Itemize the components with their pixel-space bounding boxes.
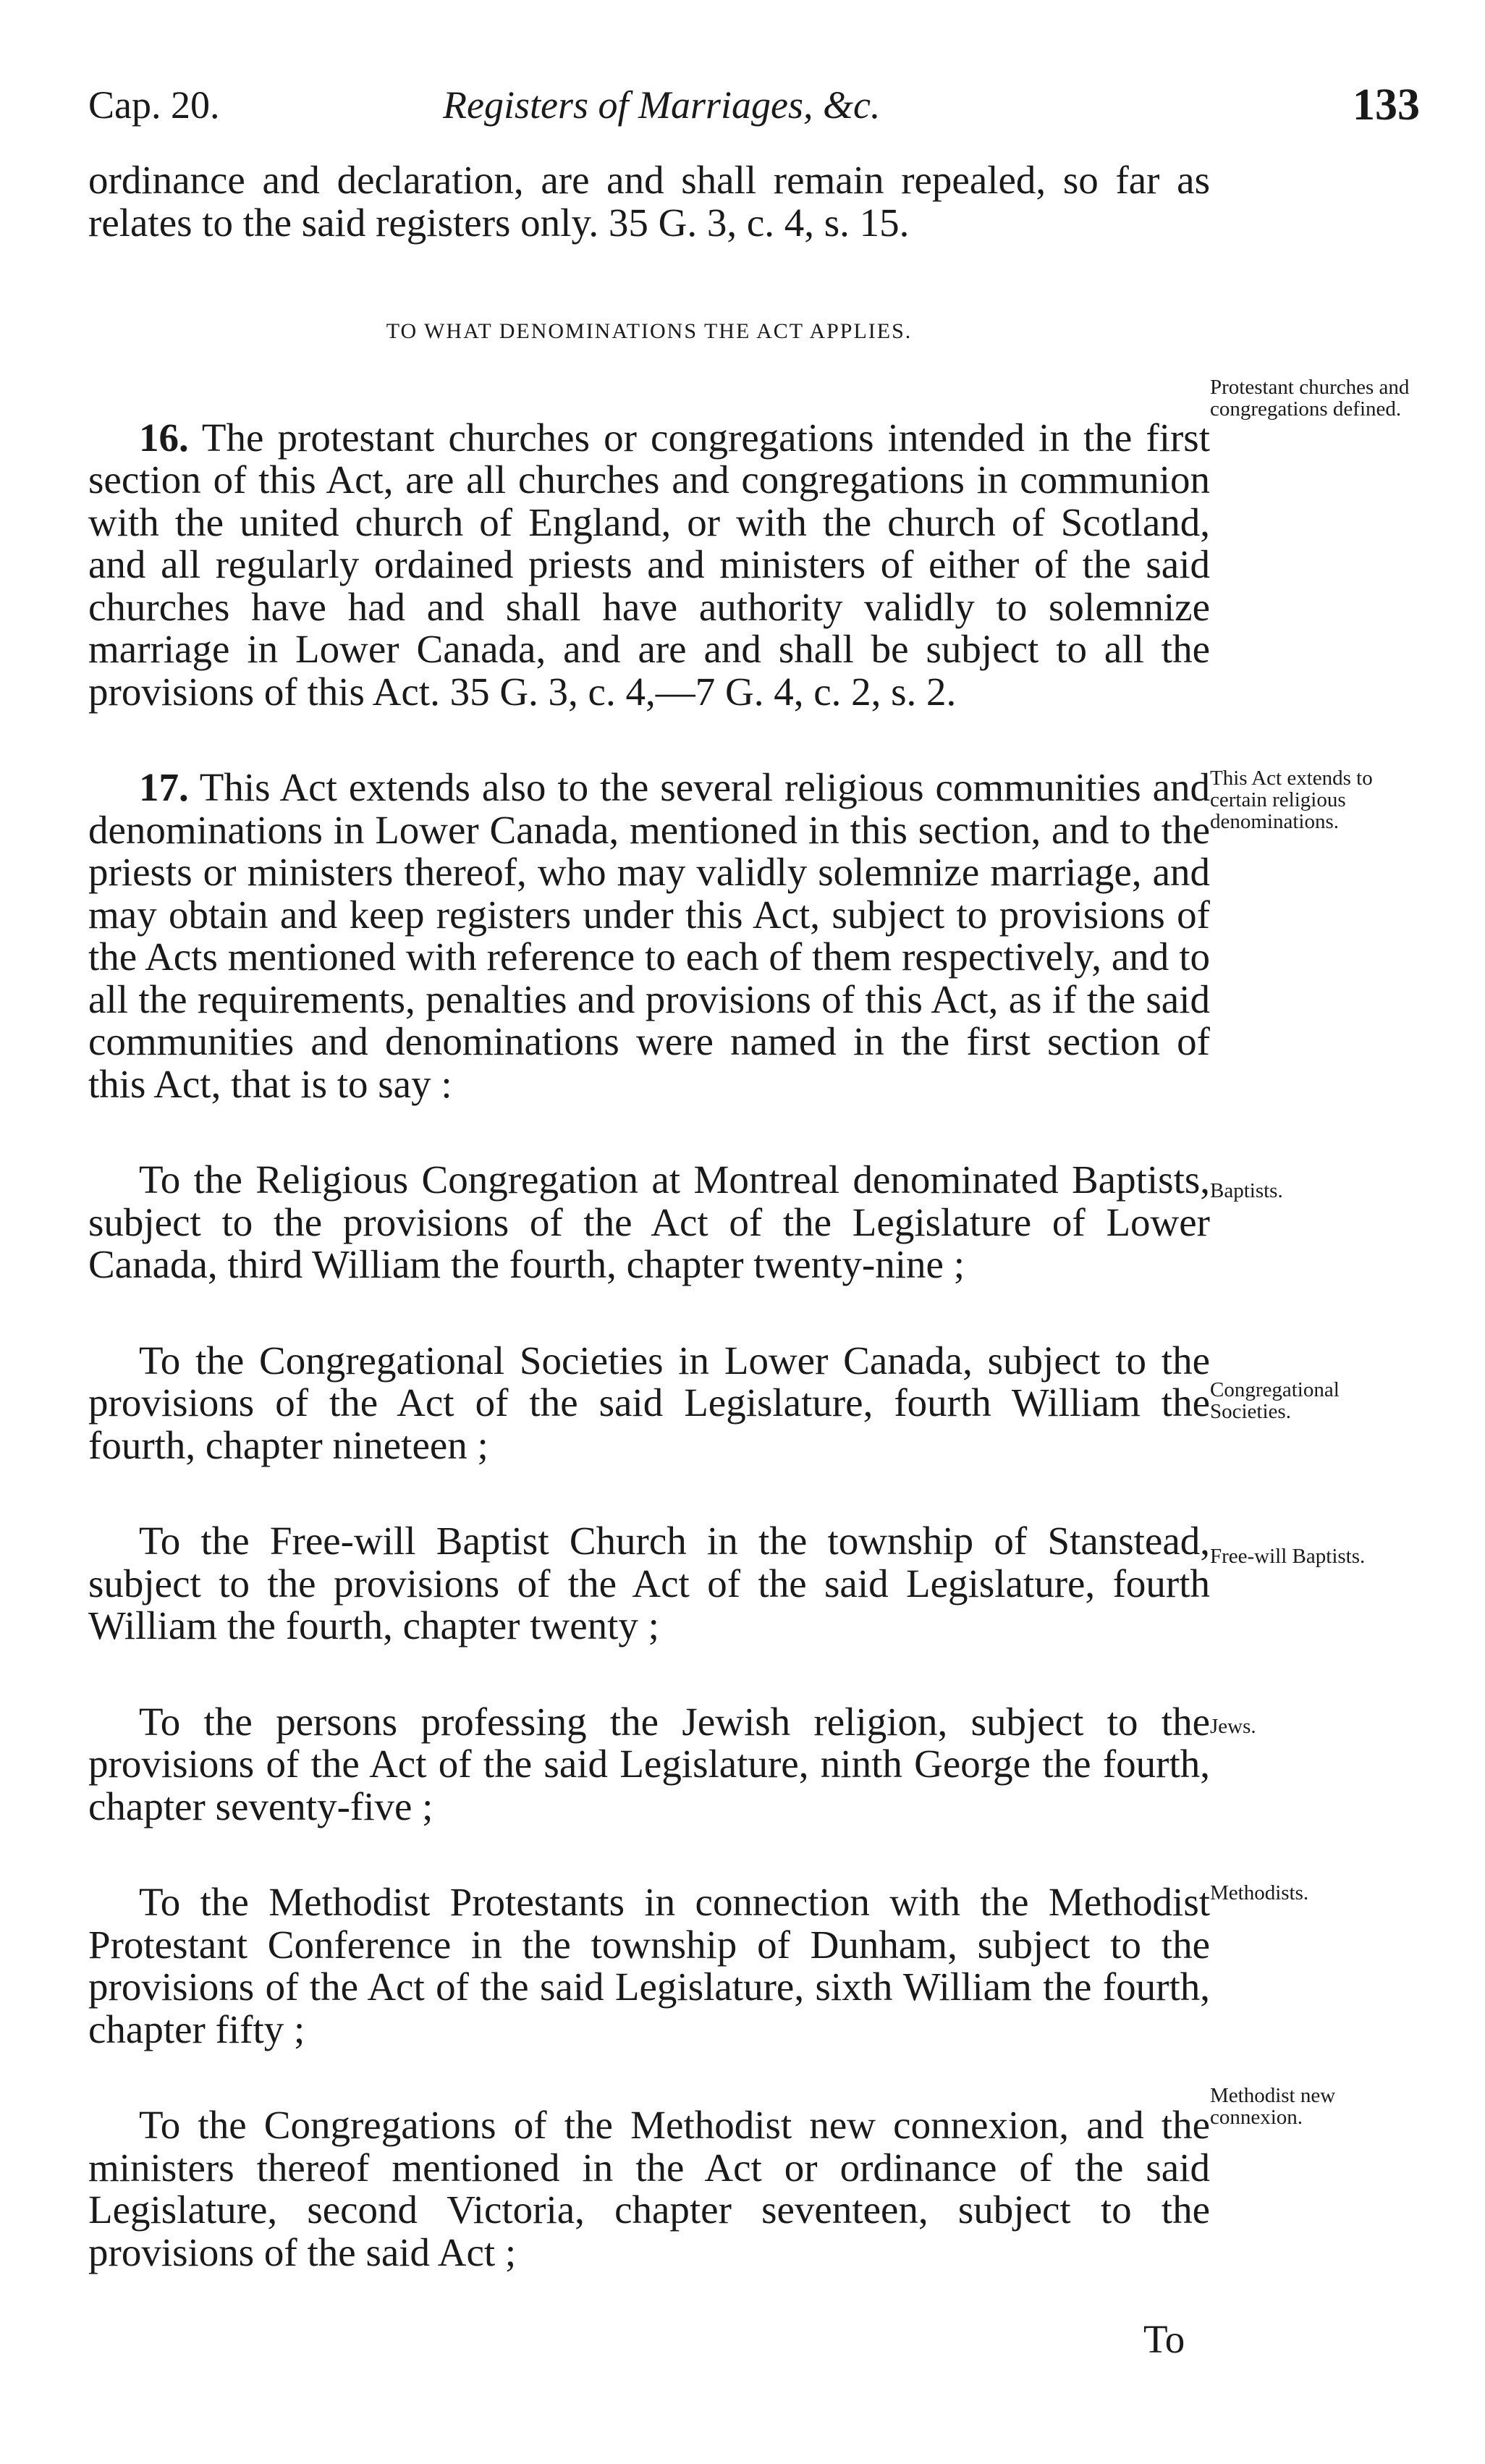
clause-free-will-baptists: To the Free-will Baptist Church in the township of Stanstead, subject to the provisions of the Act of the said Legislature, fourth William the fourth, chapter twenty ; <box>88 1519 1210 1647</box>
section-17-paragraph <box>88 767 1210 1105</box>
margin-note-free-will-baptists: Free-will Baptists. <box>1210 1545 1366 1568</box>
margin-note-methodists: Methodists. <box>1210 1881 1309 1904</box>
clause-baptists: To the Religious Congregation at Montreal denominated Baptists, subject to the provisions of the Act of the Legislature of Lower Canada, third William the fourth, chapter twenty-nine ; <box>88 1157 1210 1286</box>
clause-methodist-new-connexion: To the Congregations of the Methodist new connexion, and the ministers thereof mentioned in the Act or ordinance of the said Legislature, second Victoria, chapter seventeen, subject to the provisions of the said Act ; <box>88 2103 1210 2274</box>
margin-note-methodist-new-connexion: Methodist new connexion. <box>1210 2084 1336 2129</box>
running-title: Registers of Marriages, &c. <box>443 83 881 127</box>
page-number: 133 <box>1353 80 1420 130</box>
margin-note-act-extends: This Act extends to certain religious denominations. <box>1210 767 1373 833</box>
intro-paragraph: ordinance and declaration, are and shall remain repealed, so far as relates to the said registers only. 35 G. 3, c. 4, s. 15. <box>88 158 1210 245</box>
clause-congregational: To the Congregational Societies in Lower Canada, subject to the provisions of the Act of the said Legislature, fourth William the fourth, chapter nineteen ; <box>88 1338 1210 1467</box>
margin-note-baptists: Baptists. <box>1210 1179 1283 1202</box>
margin-note-protestant: Protestant churches and congregations defined. <box>1210 376 1410 421</box>
section-16-text: The protestant churches or congregations intended in the first section of this Act, are all churches and congregations in communion with the united church of England, or with the church of Scotland, and all regularly ordained priests and ministers of either of the said churches have had and shall have authority validly to solemnize marriage in Lower Canada, and are and shall be subject to all the provisions of this Act. 35 G. 3, c. 4,—7 G. 4, c. 2, s. 2. <box>88 415 1210 714</box>
running-header <box>88 69 1420 135</box>
clause-jews: To the persons professing the Jewish religion, subject to the provisions of the Act of the said Legislature, ninth George the fourth, chapter seventy-five ; <box>88 1699 1210 1828</box>
section-16-number: 16. <box>139 415 189 460</box>
catchword: To <box>1143 2317 1185 2361</box>
clause-methodists: To the Methodist Protestants in connection with the Methodist Protestant Conference in the township of Dunham, subject to the provisions of the Act of the said Legislature, sixth William the fourth, chapter fifty ; <box>88 1880 1210 2051</box>
chapter-number: Cap. 20. <box>88 83 220 127</box>
margin-note-congregational: Congregational Societies. <box>1210 1378 1340 1423</box>
margin-note-jews: Jews. <box>1210 1715 1256 1738</box>
section-17-number: 17. <box>139 765 189 809</box>
section-16-paragraph <box>88 417 1210 714</box>
body-text <box>88 159 1210 2274</box>
section-heading: TO WHAT DENOMINATIONS THE ACT APPLIES. <box>386 319 913 343</box>
section-17-text: This Act extends also to the several religious communities and denominations in Lower Canada, mentioned in this section, and to the priests or ministers thereof, who may validly solemnize marriage, and may obtain and keep registers under this Act, subject to provisions of the Acts mentioned with reference to each of them respectively, and to all the requirements, penalties and provisions of this Act, as if the said communities and denominations were named in the first section of this Act, that is to say : <box>88 765 1210 1106</box>
